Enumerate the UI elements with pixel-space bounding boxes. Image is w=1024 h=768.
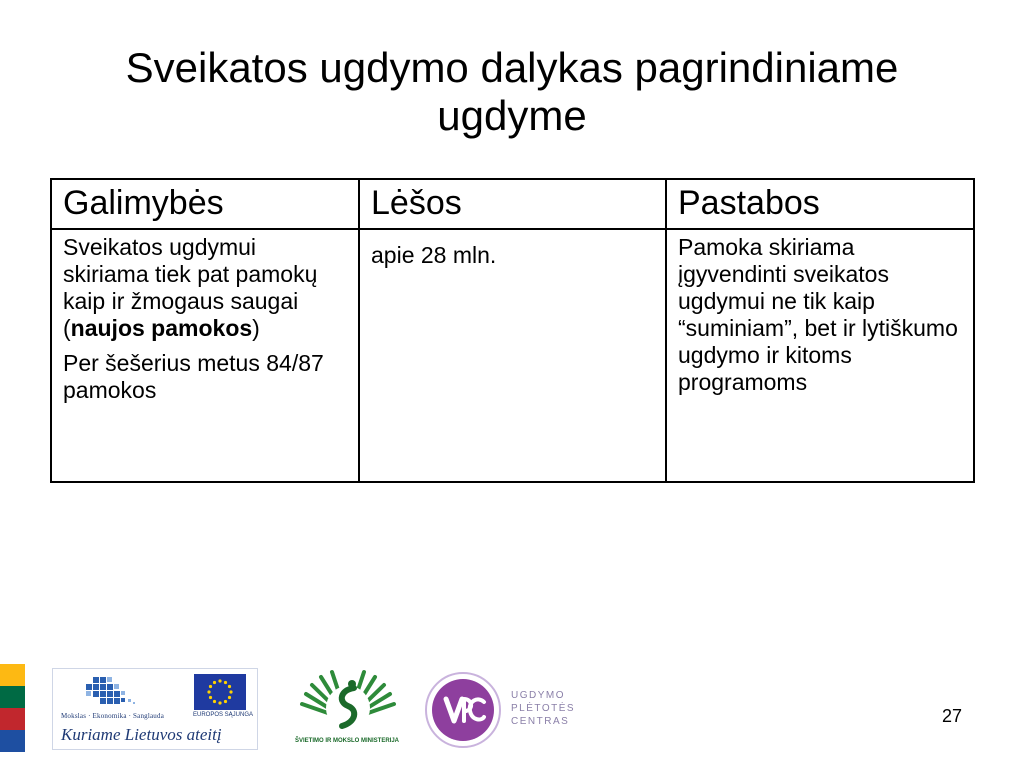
- pixel-mosaic-icon: [83, 675, 153, 711]
- slide-title: [40, 44, 984, 140]
- header-lesos: Lėšos: [359, 179, 666, 229]
- color-stripe-red: [0, 708, 25, 730]
- slide-title-line-2: ugdyme: [437, 92, 587, 139]
- upc-label-line-1: UGDYMO: [511, 690, 565, 701]
- upc-label-line-3: CENTRAS: [511, 716, 570, 727]
- ministry-label: ŠVIETIMO IR MOKSLO MINISTERIJA: [294, 738, 399, 744]
- cell-lesos: [359, 229, 666, 482]
- cell-bold-text: naujos pamokos: [70, 315, 253, 341]
- cell-text-close: ): [252, 315, 260, 341]
- slide-title-line-1: Sveikatos ugdymo dalykas pagrindiniame: [125, 44, 899, 91]
- cell-pastabos: Pamoka skiriama įgyvendinti sveikatos ugdymui ne tik kaip “suminiam”, bet ir lytiškumo ugdymo ir kitoms programoms: [666, 229, 974, 482]
- table-header-row: [51, 179, 974, 229]
- color-stripe-yellow: [0, 664, 25, 686]
- lithuanian-color-bar: [0, 664, 25, 752]
- esf-motto: Mokslas · Ekonomika · Sanglauda: [61, 712, 165, 720]
- upc-label-line-2: PLĖTOTĖS: [511, 703, 576, 714]
- ministry-emblem-icon: [292, 668, 404, 736]
- upc-label: [511, 689, 575, 728]
- eu-label: EUROPOS SĄJUNGA: [193, 712, 254, 718]
- esf-logo: [52, 668, 258, 750]
- eu-stars-icon: [194, 674, 246, 710]
- eu-flag-icon: [194, 674, 246, 710]
- color-stripe-blue: [0, 730, 25, 752]
- page-number: 27: [941, 706, 962, 726]
- table-row: [51, 229, 974, 482]
- header-galimybes: Galimybės: [51, 179, 359, 229]
- color-stripe-green: [0, 686, 25, 708]
- funding-table: [50, 178, 975, 483]
- cell-text: Sveikatos ugdymui skiriama tiek pat pamokų kaip ir žmogaus saugai (: [63, 234, 318, 341]
- cell-galimybes-paragraph-2: Per šešerius metus 84/87 pamokos: [63, 350, 324, 403]
- cell-galimybes-paragraph-1: [63, 234, 348, 342]
- header-pastabos: Pastabos: [666, 179, 974, 229]
- esf-slogan: Kuriame Lietuvos ateitį: [61, 725, 222, 744]
- upc-logo-icon: [424, 671, 502, 749]
- cell-galimybes: [51, 229, 359, 482]
- cell-lesos-text: apie 28 mln.: [371, 242, 497, 268]
